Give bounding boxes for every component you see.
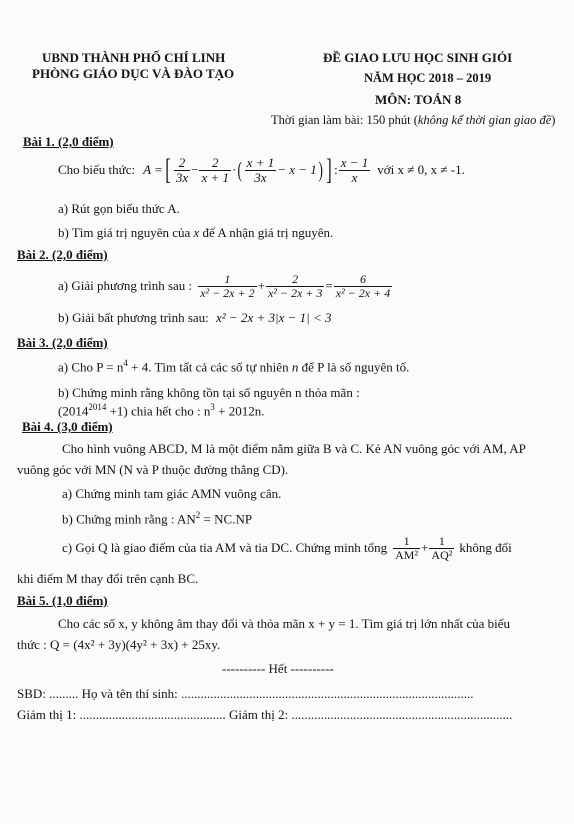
bracket-open: [ — [165, 153, 171, 186]
plus-sign: + — [257, 278, 265, 293]
bai1-expression — [58, 150, 465, 190]
bai5-p2: thức : Q = (4x² + 3y)(4y² + 3x) + 25xy. — [17, 637, 221, 652]
header-subject: MÔN: TOÁN 8 — [375, 92, 462, 107]
bai4-c-line2: khi điểm M thay đổi trên cạnh BC. — [17, 571, 199, 586]
bai1-title: Bài 1. (2,0 điểm) — [23, 134, 114, 149]
frac-eq2: $\frac{2}{\text{x² − 2x + 3}}$ — [267, 271, 323, 300]
paren-close: ) — [318, 157, 323, 182]
bai2-a-label: a) Giải phương trình sau : — [58, 278, 193, 293]
frac-eq3: $\frac{6}{\text{x² − 2x + 4}}$ — [335, 271, 391, 300]
bai1-a: a) Rút gọn biểu thức A. — [58, 201, 180, 216]
frac-eq1: $\frac{1}{\text{x² − 2x + 2}}$ — [200, 271, 255, 300]
expr-A: A = — [143, 162, 163, 177]
bai1-b: b) Tìm giá trị nguyên của x để A nhận giá trị nguyên. — [58, 225, 334, 240]
frac-1-AM2: $\frac{1}{\text{AM²}}$ — [395, 533, 419, 562]
bai5-p1: Cho các số x, y không âm thay đổi và thỏa mãn x + y = 1. Tìm giá trị lớn nhất của biểu — [58, 616, 511, 631]
frac-x1-3x: $\frac{x + 1}{3x}$ — [246, 154, 275, 185]
header-time: Thời gian làm bài: 150 phút (không kể thời gian giao đề) — [271, 113, 556, 127]
header-exam-title: ĐỀ GIAO LƯU HỌC SINH GIỎI — [323, 50, 513, 65]
bai5-title: Bài 5. (1,0 điểm) — [17, 593, 108, 608]
header-school-year: NĂM HỌC 2018 – 2019 — [364, 71, 492, 85]
bai4-p1: Cho hình vuông ABCD, M là một điểm nằm giữa B và C. Kẻ AN vuông góc với AM, AP — [62, 441, 526, 456]
frac-2-3x: $\frac{2}{3x}$ — [175, 154, 189, 185]
header-district: UBND THÀNH PHỐ CHÍ LINH — [42, 50, 226, 65]
header-department: PHÒNG GIÁO DỤC VÀ ĐÀO TẠO — [32, 66, 235, 81]
bai2-title: Bài 2. (2,0 điểm) — [17, 247, 108, 262]
paren-open: ( — [237, 157, 243, 182]
bai2-a-equation — [58, 266, 393, 306]
bai3-b-line1: b) Chứng minh rằng không tồn tại số nguyên n thỏa mãn : — [58, 385, 360, 400]
frac-1-AQ2: $\frac{1}{\text{AQ²}}$ — [431, 533, 453, 562]
bai4-c — [62, 530, 512, 566]
bai4-c-end: không đổi — [459, 540, 512, 555]
bai2-b-inequality: x² − 2x + 3|x − 1| < 3 — [216, 310, 332, 325]
frac-x-1-x: $\frac{x - 1}{x}$ — [340, 154, 369, 185]
plus-sign-2: + — [421, 540, 429, 555]
bai3-b-line2: $(2014^{2014} +1)$ chia hết cho : $n^3 + 2012n$. — [58, 402, 265, 419]
bai4-a: a) Chứng minh tam giác AMN vuông cân. — [62, 486, 282, 501]
bai3-a: a) Cho $P = n^4 + 4$. Tìm tất cả các số tự nhiên n để P là số nguyên tố. — [58, 358, 410, 375]
bai2-b — [58, 310, 331, 326]
equals-sign: = — [325, 278, 333, 293]
end-marker: ---------- Hết ---------- — [222, 661, 334, 676]
minus-sign: − — [191, 162, 199, 177]
proctor-line: Giám thị 1: ............................................. Giám thị 2: .................................................................... — [17, 707, 513, 722]
dot-sign: · — [232, 162, 237, 177]
minus-x-minus-1: − x − 1 — [277, 162, 317, 177]
bai4-c-text: c) Gọi Q là giao điểm của tia AM và tia DC. Chứng minh tổng — [62, 540, 388, 555]
bracket-close: ] — [326, 153, 332, 186]
candidate-line: SBD: ......... Họ và tên thí sinh: .......................................................................................... — [17, 686, 474, 701]
bai4-b: b) Chứng minh rằng : $AN^2 = NC.NP$ — [62, 510, 253, 527]
div-sign: : — [334, 162, 338, 177]
frac-2-x1: $\frac{2}{x + 1}$ — [201, 154, 229, 185]
bai3-title: Bài 3. (2,0 điểm) — [17, 335, 108, 350]
bai1-condition: với x ≠ 0, x ≠ -1. — [377, 162, 465, 177]
bai2-b-label: b) Giải bất phương trình sau: — [58, 310, 209, 325]
bai1-intro: Cho biểu thức: — [58, 162, 136, 177]
bai4-title: Bài 4. (3,0 điểm) — [22, 419, 113, 434]
bai4-p2: vuông góc với MN (N và P thuộc đường thẳng CD). — [17, 462, 289, 477]
